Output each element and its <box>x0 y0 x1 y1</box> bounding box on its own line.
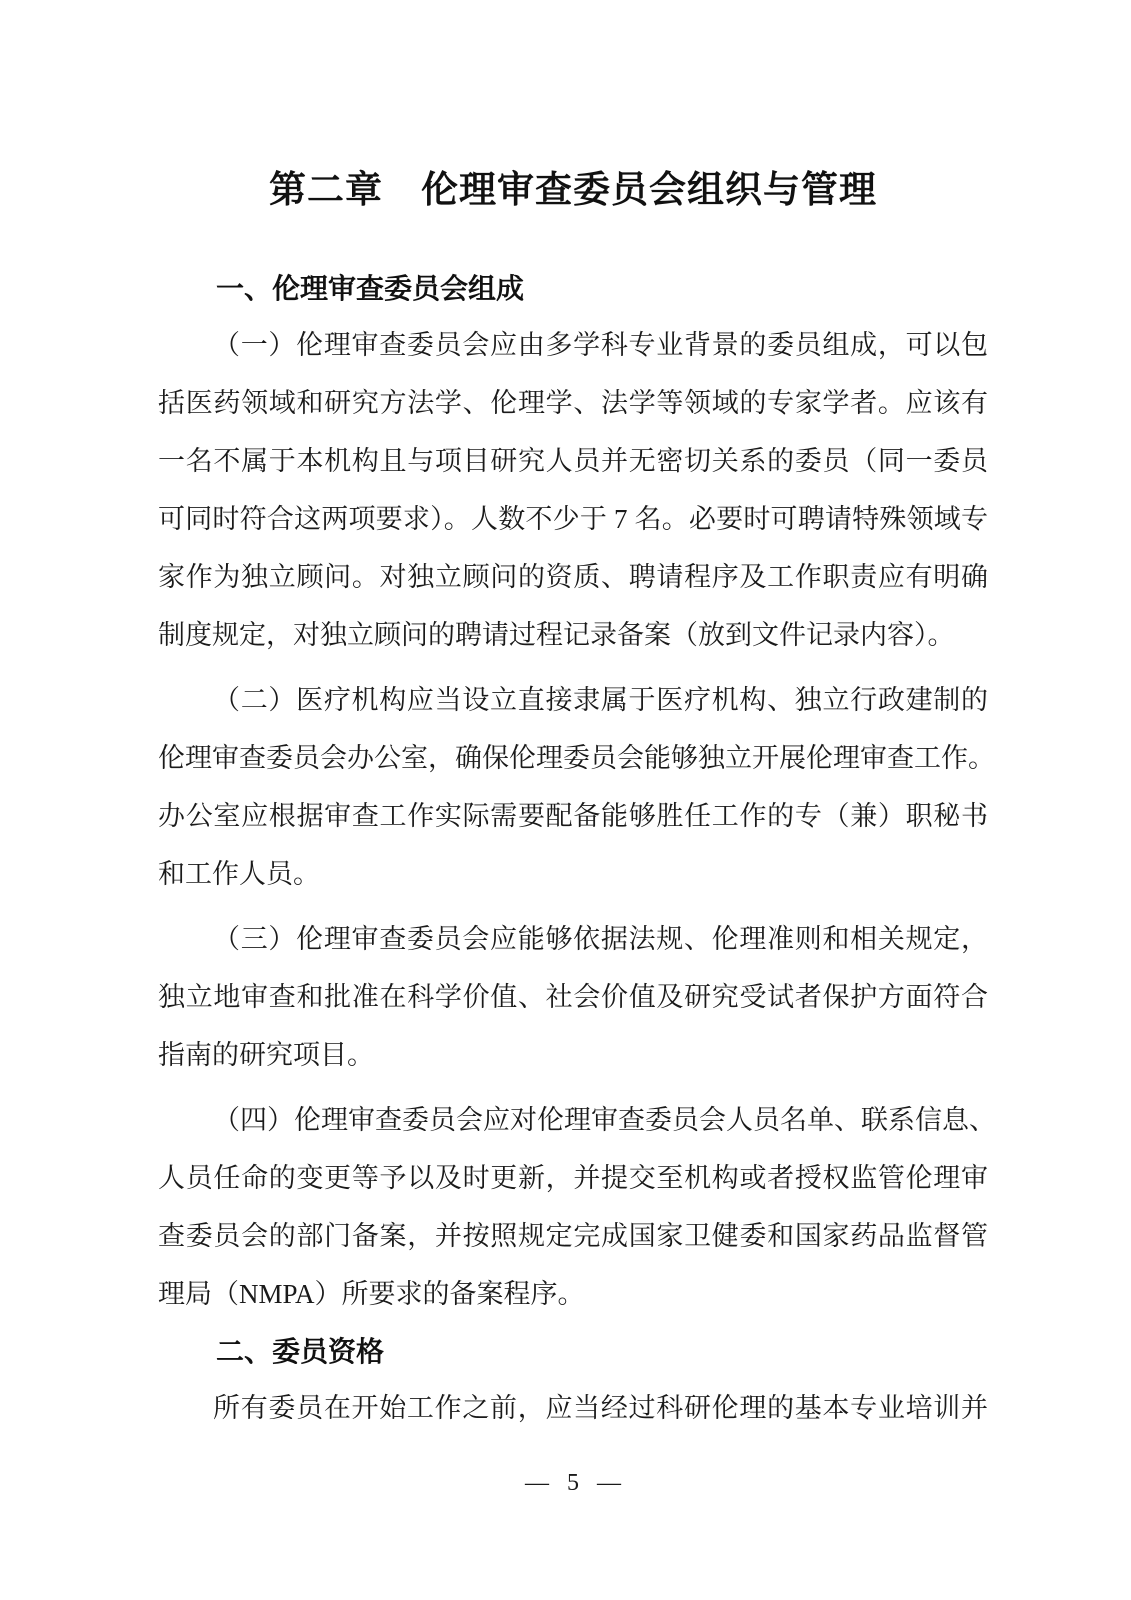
paragraph-4 <box>158 1091 996 1323</box>
body-line: （二）医疗机构应当设立直接隶属于医疗机构、独立行政建制的 <box>213 685 988 715</box>
body-line: 人员任命的变更等予以及时更新，并提交至机构或者授权监管伦理审 <box>158 1163 988 1193</box>
body-line: 可同时符合这两项要求）。人数不少于 7 名。必要时可聘请特殊领域专 <box>158 504 988 534</box>
page-number: — 5 — <box>525 1470 621 1496</box>
section-heading-2: 二、委员资格 <box>216 1336 385 1367</box>
body-line: 一名不属于本机构且与项目研究人员并无密切关系的委员（同一委员 <box>158 446 988 476</box>
paragraph-1 <box>158 316 988 664</box>
section-heading-1: 一、伦理审查委员会组成 <box>216 273 525 304</box>
body-line: 理局（NMPA）所要求的备案程序。 <box>158 1279 585 1309</box>
chapter-title: 第二章 伦理审查委员会组织与管理 <box>269 169 877 210</box>
body-line: 独立地审查和批准在科学价值、社会价值及研究受试者保护方面符合 <box>158 982 988 1012</box>
body-line: 办公室应根据审查工作实际需要配备能够胜任工作的专（兼）职秘书 <box>158 801 988 831</box>
paragraph-2 <box>158 671 995 903</box>
body-line: 和工作人员。 <box>158 859 320 889</box>
paragraph-3 <box>158 910 988 1084</box>
body-line: 指南的研究项目。 <box>158 1040 374 1070</box>
body-line: 制度规定，对独立顾问的聘请过程记录备案（放到文件记录内容）。 <box>158 620 955 650</box>
body-line: 家作为独立顾问。对独立顾问的资质、聘请程序及工作职责应有明确 <box>158 562 988 592</box>
body-line: （一）伦理审查委员会应由多学科专业背景的委员组成，可以包 <box>213 330 988 360</box>
paragraph-5 <box>158 1379 988 1437</box>
body-line: （四）伦理审查委员会应对伦理审查委员会人员名单、联系信息、 <box>213 1105 996 1135</box>
body-line: 所有委员在开始工作之前，应当经过科研伦理的基本专业培训并 <box>213 1393 988 1423</box>
body-line: 括医药领域和研究方法学、伦理学、法学等领域的专家学者。应该有 <box>158 388 988 418</box>
body-line: 伦理审查委员会办公室，确保伦理委员会能够独立开展伦理审查工作。 <box>158 743 995 773</box>
body-line: （三）伦理审查委员会应能够依据法规、伦理准则和相关规定， <box>213 924 988 954</box>
body-line: 查委员会的部门备案，并按照规定完成国家卫健委和国家药品监督管 <box>158 1221 988 1251</box>
